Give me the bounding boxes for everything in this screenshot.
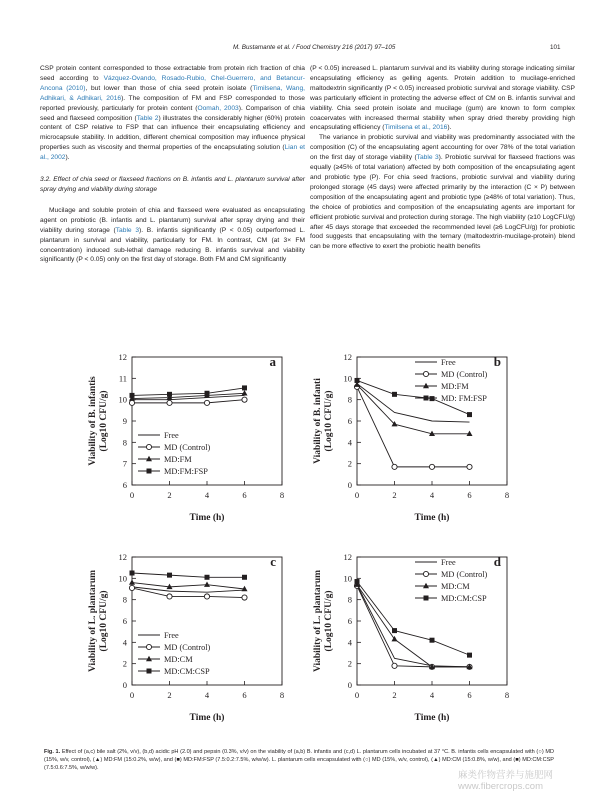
data-point-marker [129,579,135,584]
plot-frame [132,357,282,485]
x-tick-label: 6 [467,690,472,700]
series-line [132,588,245,598]
x-tick-label: 8 [279,490,285,500]
legend-label: MD (Control) [441,370,488,379]
x-tick-label: 6 [242,690,247,700]
legend-marker [146,656,152,661]
legend-label: Free [164,431,179,440]
x-tick-label: 0 [354,490,360,500]
legend-label: MD:CM [164,655,193,664]
series-square [130,571,248,580]
data-point-marker [130,571,135,576]
data-point-marker [129,400,134,405]
legend-marker [147,669,152,674]
text-run: ) illustrates the considerably higher (60%) protein content of CSP relative to FSP that can influence their encapsulating efficiency and microcapsule stability. In addition, different chemical composition may influence physical properties such as viscosity and thermal properties of the encapsulating solution ( [40,114,305,152]
text-run: (P < 0.05) increased L. plantarum survival and its viability during storage indicating similar encapsulating efficiency as gelling agents. Protein addition to mucilage-enriched maltodextrin significantly (P < 0.05) increased probiotic survival and storage viability. CSP was particularly efficient in protecting the adverse effect of CM on B. infantis survival and viability. Chia seed protein isolate and mucilage (gum) are known to form complex coacervates with increased thermal stability when spray dried thereby providing high encapsulating efficiency ( [310,65,575,132]
y-tick-label: 2 [347,458,352,469]
x-tick-label: 4 [204,690,210,700]
legend-label: Free [164,631,179,640]
citation-link[interactable]: Table 3 [115,226,140,234]
x-tick-label: 6 [467,490,472,500]
y-tick-label: 0 [347,480,352,490]
data-point-marker [430,396,435,401]
legend-label: MD:CM:CSP [441,594,487,603]
legend-label: MD (Control) [441,570,488,579]
panel-letter: b [493,354,501,369]
text-run: Mucilage and soluble protein of chia and flaxseed were evaluated as encapsulating agent on probiotic (B. infantis and L. plantarum) survival after spray drying and their viability during storage ( [40,206,305,234]
legend-marker [423,571,428,576]
y-tick-label: 4 [347,637,352,648]
text-run: ). The composition of FM and FSP corresponded to those reported previously, particularly for protein content ( [40,94,305,112]
legend-marker [424,596,429,601]
citation-link[interactable]: Vázquez-Ovando, Rosado-Rubio, Chel-Guerrero, and Betancur-Ancona (2010) [40,74,305,92]
legend-label: MD:CM:CSP [164,667,210,676]
citation-link[interactable]: Table 2 [136,114,159,122]
data-point-marker [392,464,397,469]
data-point-marker [355,579,360,584]
y-tick-label: 12 [118,552,127,562]
y-tick-label: 8 [347,594,352,605]
series-line [132,400,245,403]
data-point-marker [167,400,172,405]
text-run: ). B. infantis significantly (P < 0.05) outperformed L. plantarum in survival and viability, particularly for FM. In contrast, CM (at 3× FM concentration) induced sub-lethal damage reducing B. infantis survival and viability significantly (P < 0.05) only on the first day of storage. Both FM and CM significantly [40,226,305,264]
right-paragraph-2 [310,133,575,252]
legend-marker [423,583,429,588]
x-axis-label: Time (h) [189,513,225,523]
series-line [132,573,245,577]
legend-label: MD (Control) [164,643,211,652]
x-tick-label: 0 [129,690,135,700]
y-tick-label: 10 [343,573,352,584]
citation-link[interactable]: Lian et al., 2002 [40,144,305,162]
x-axis-label: Time (h) [189,713,225,723]
y-tick-label: 6 [347,616,352,626]
x-tick-label: 2 [167,690,172,700]
chart-panel-c [80,545,295,735]
text-run: The variance in probiotic survival and viability was predominantly associated with the composition (C) of the encapsulating agent accounting for over 78% of the total variation on the first day of storage viability ( [310,134,575,162]
y-tick-label: 0 [122,680,127,690]
y-tick-label: 8 [122,594,127,605]
data-point-marker [467,431,473,436]
data-point-marker [205,575,210,580]
data-point-marker [355,378,360,383]
y-tick-label: 2 [347,658,352,669]
data-point-marker [242,385,247,390]
legend-marker [146,644,151,649]
y-tick-label: 2 [122,658,127,669]
data-point-marker [167,392,172,397]
y-tick-label: 10 [118,394,127,405]
legend-marker [424,396,429,401]
y-tick-label: 6 [122,480,127,490]
x-tick-label: 4 [204,490,210,500]
watermark: 麻类作物营养与施肥网 www.fibercrops.com [458,770,554,792]
y-tick-label: 7 [122,458,127,469]
series-triangle [129,390,248,401]
legend-label: MD:FM:FSP [164,467,208,476]
x-tick-label: 8 [279,690,285,700]
data-point-marker [429,464,434,469]
y-axis-label: Viability of L. plantarum(Log10 CFU/g) [88,569,109,673]
y-tick-label: 10 [118,573,127,584]
y-tick-label: 6 [347,416,352,426]
data-point-marker [392,663,397,668]
series-triangle [129,579,248,591]
y-tick-label: 12 [118,352,127,362]
y-tick-label: 0 [347,680,352,690]
legend-marker [423,371,428,376]
x-tick-label: 2 [392,490,397,500]
legend-label: MD:FM [441,382,469,391]
legend-label: MD:FM [164,455,192,464]
data-point-marker [242,390,248,395]
legend-label: MD: FM:FSP [441,394,487,403]
left-paragraph-2 [40,206,305,265]
data-point-marker [242,595,247,600]
data-point-marker [242,397,247,402]
x-axis-label: Time (h) [414,513,450,523]
citation-link[interactable]: Timilsena, Wang, Adhikari, & Adhikari, 2016 [40,84,305,102]
panel-letter: c [270,554,276,569]
text-run: Fig. 1. [44,749,61,755]
panel-letter: d [493,554,501,569]
right-paragraph-1 [310,64,575,133]
citation-link[interactable]: Oomah, 2003 [197,104,239,112]
data-point-marker [430,638,435,643]
text-run: ). Comparison of chia seed and flaxseed composition ( [40,104,305,122]
citation-link[interactable]: Timilsena et al., 2016 [384,124,448,132]
data-point-marker [204,594,209,599]
series-line [357,385,470,434]
x-axis-label: Time (h) [414,713,450,723]
x-tick-label: 8 [504,490,510,500]
y-tick-label: 8 [347,394,352,405]
legend-label: MD (Control) [164,443,211,452]
legend-marker [146,456,152,461]
y-axis-label: Viability of B. infantis(Log10 CFU/g) [88,376,109,466]
data-point-marker [467,412,472,417]
text-run: ). [447,124,452,132]
legend-label: MD:CM [441,582,470,591]
text-run: ). Probiotic survival for flaxseed fractions was equally (≥45% of total variation) affected by both composition of the encapsulating agent and probiotic type (P). For chia seed fractions, probiotic survival and viability during prolonged storage (45 days) were affected primarily by the interaction (C × P) between composition of the encapsulating agent and probiotic type (≥48% of total variation). Thus, the choice of probiotics and composition of the encapsulating agents are important for efficient probiotic survival and protection during storage. The high viability (≥10 LogCFU/g) after 45 days storage that exceeded the recommended level (≥6 LogCFU/g) for probiotic food suggests that encapsulating with the ternary (maltodextrin-mucilage-protein) blend can be more effective to exert the probiotic health benefits [310,154,575,251]
left-column [40,64,305,265]
data-point-marker [242,575,247,580]
x-tick-label: 0 [129,490,135,500]
x-tick-label: 2 [167,490,172,500]
right-column [310,64,575,252]
chart-panel-a [80,345,295,535]
y-tick-label: 6 [122,616,127,626]
x-tick-label: 6 [242,490,247,500]
citation-link[interactable]: Table 3 [416,154,439,162]
text-run: ). [65,154,70,162]
y-tick-label: 10 [343,373,352,384]
data-point-marker [204,582,210,587]
y-tick-label: 9 [122,416,127,426]
legend-marker [423,383,429,388]
y-tick-label: 12 [343,352,352,362]
text-run: Effect of (a,c) bile salt (2%, v/v), (b,d) acidic pH (2.0) and pepsin (0.3%, v/v) on the viability of (a,b) B. infantis and (c,d) L. plantarum cells incubated at 37 °C. B. infantis cells encapsulated with (○) MD (15%, w/v, control), (▲) MD:FM (15:0.2%, w/w), and (■) MD:FM:FSP (7.5:0.2:7.5%, w/w/w). L. plantarum cells encapsulated with (○) MD (15%, w/v, control), (▲) MD:CM (15:0.8%, w/w), and (■) MD:CM:CSP (7.5:0.6:7.5%, w/w/w). [44,749,554,771]
chart-panel-b [305,345,520,535]
journal-citation: M. Bustamante et al. / Food Chemistry 216 (2017) 97–105 [233,44,396,51]
data-point-marker [467,653,472,658]
y-axis-label: Viability of L. plantarum(Log10 CFU/g) [313,569,334,673]
y-tick-label: 4 [347,437,352,448]
text-run: CSP protein content corresponded to those extractable from protein rich fraction of chia seed according to [40,65,305,82]
data-point-marker [130,393,135,398]
chart-panel-d [305,545,520,735]
x-tick-label: 4 [429,490,435,500]
legend-marker [147,469,152,474]
data-point-marker [467,464,472,469]
y-tick-label: 12 [343,552,352,562]
data-point-marker [205,391,210,396]
y-tick-label: 4 [122,637,127,648]
text-run: , but lower than those of chia seed protein isolate ( [85,84,253,92]
x-tick-label: 2 [392,690,397,700]
x-tick-label: 0 [354,690,360,700]
data-point-marker [167,573,172,578]
data-point-marker [129,585,134,590]
data-point-marker [392,392,397,397]
page-number: 101 [550,44,561,51]
y-axis-label: Viability of B. infanti(Log10 CFU/g) [313,378,334,464]
y-tick-label: 8 [122,437,127,448]
legend-label: Free [441,358,456,367]
x-tick-label: 8 [504,690,510,700]
left-paragraph-1 [40,64,305,163]
series-line [132,583,245,589]
panel-letter: a [269,354,276,369]
legend-label: Free [441,558,456,567]
data-point-marker [392,628,397,633]
legend-marker [146,444,151,449]
y-tick-label: 11 [118,373,127,384]
data-point-marker [204,400,209,405]
section-heading: 3.2. Effect of chia seed or flaxseed fractions on B. infantis and L. plantarum survival after spray drying and viability during storage [40,176,305,193]
data-point-marker [167,594,172,599]
x-tick-label: 4 [429,690,435,700]
